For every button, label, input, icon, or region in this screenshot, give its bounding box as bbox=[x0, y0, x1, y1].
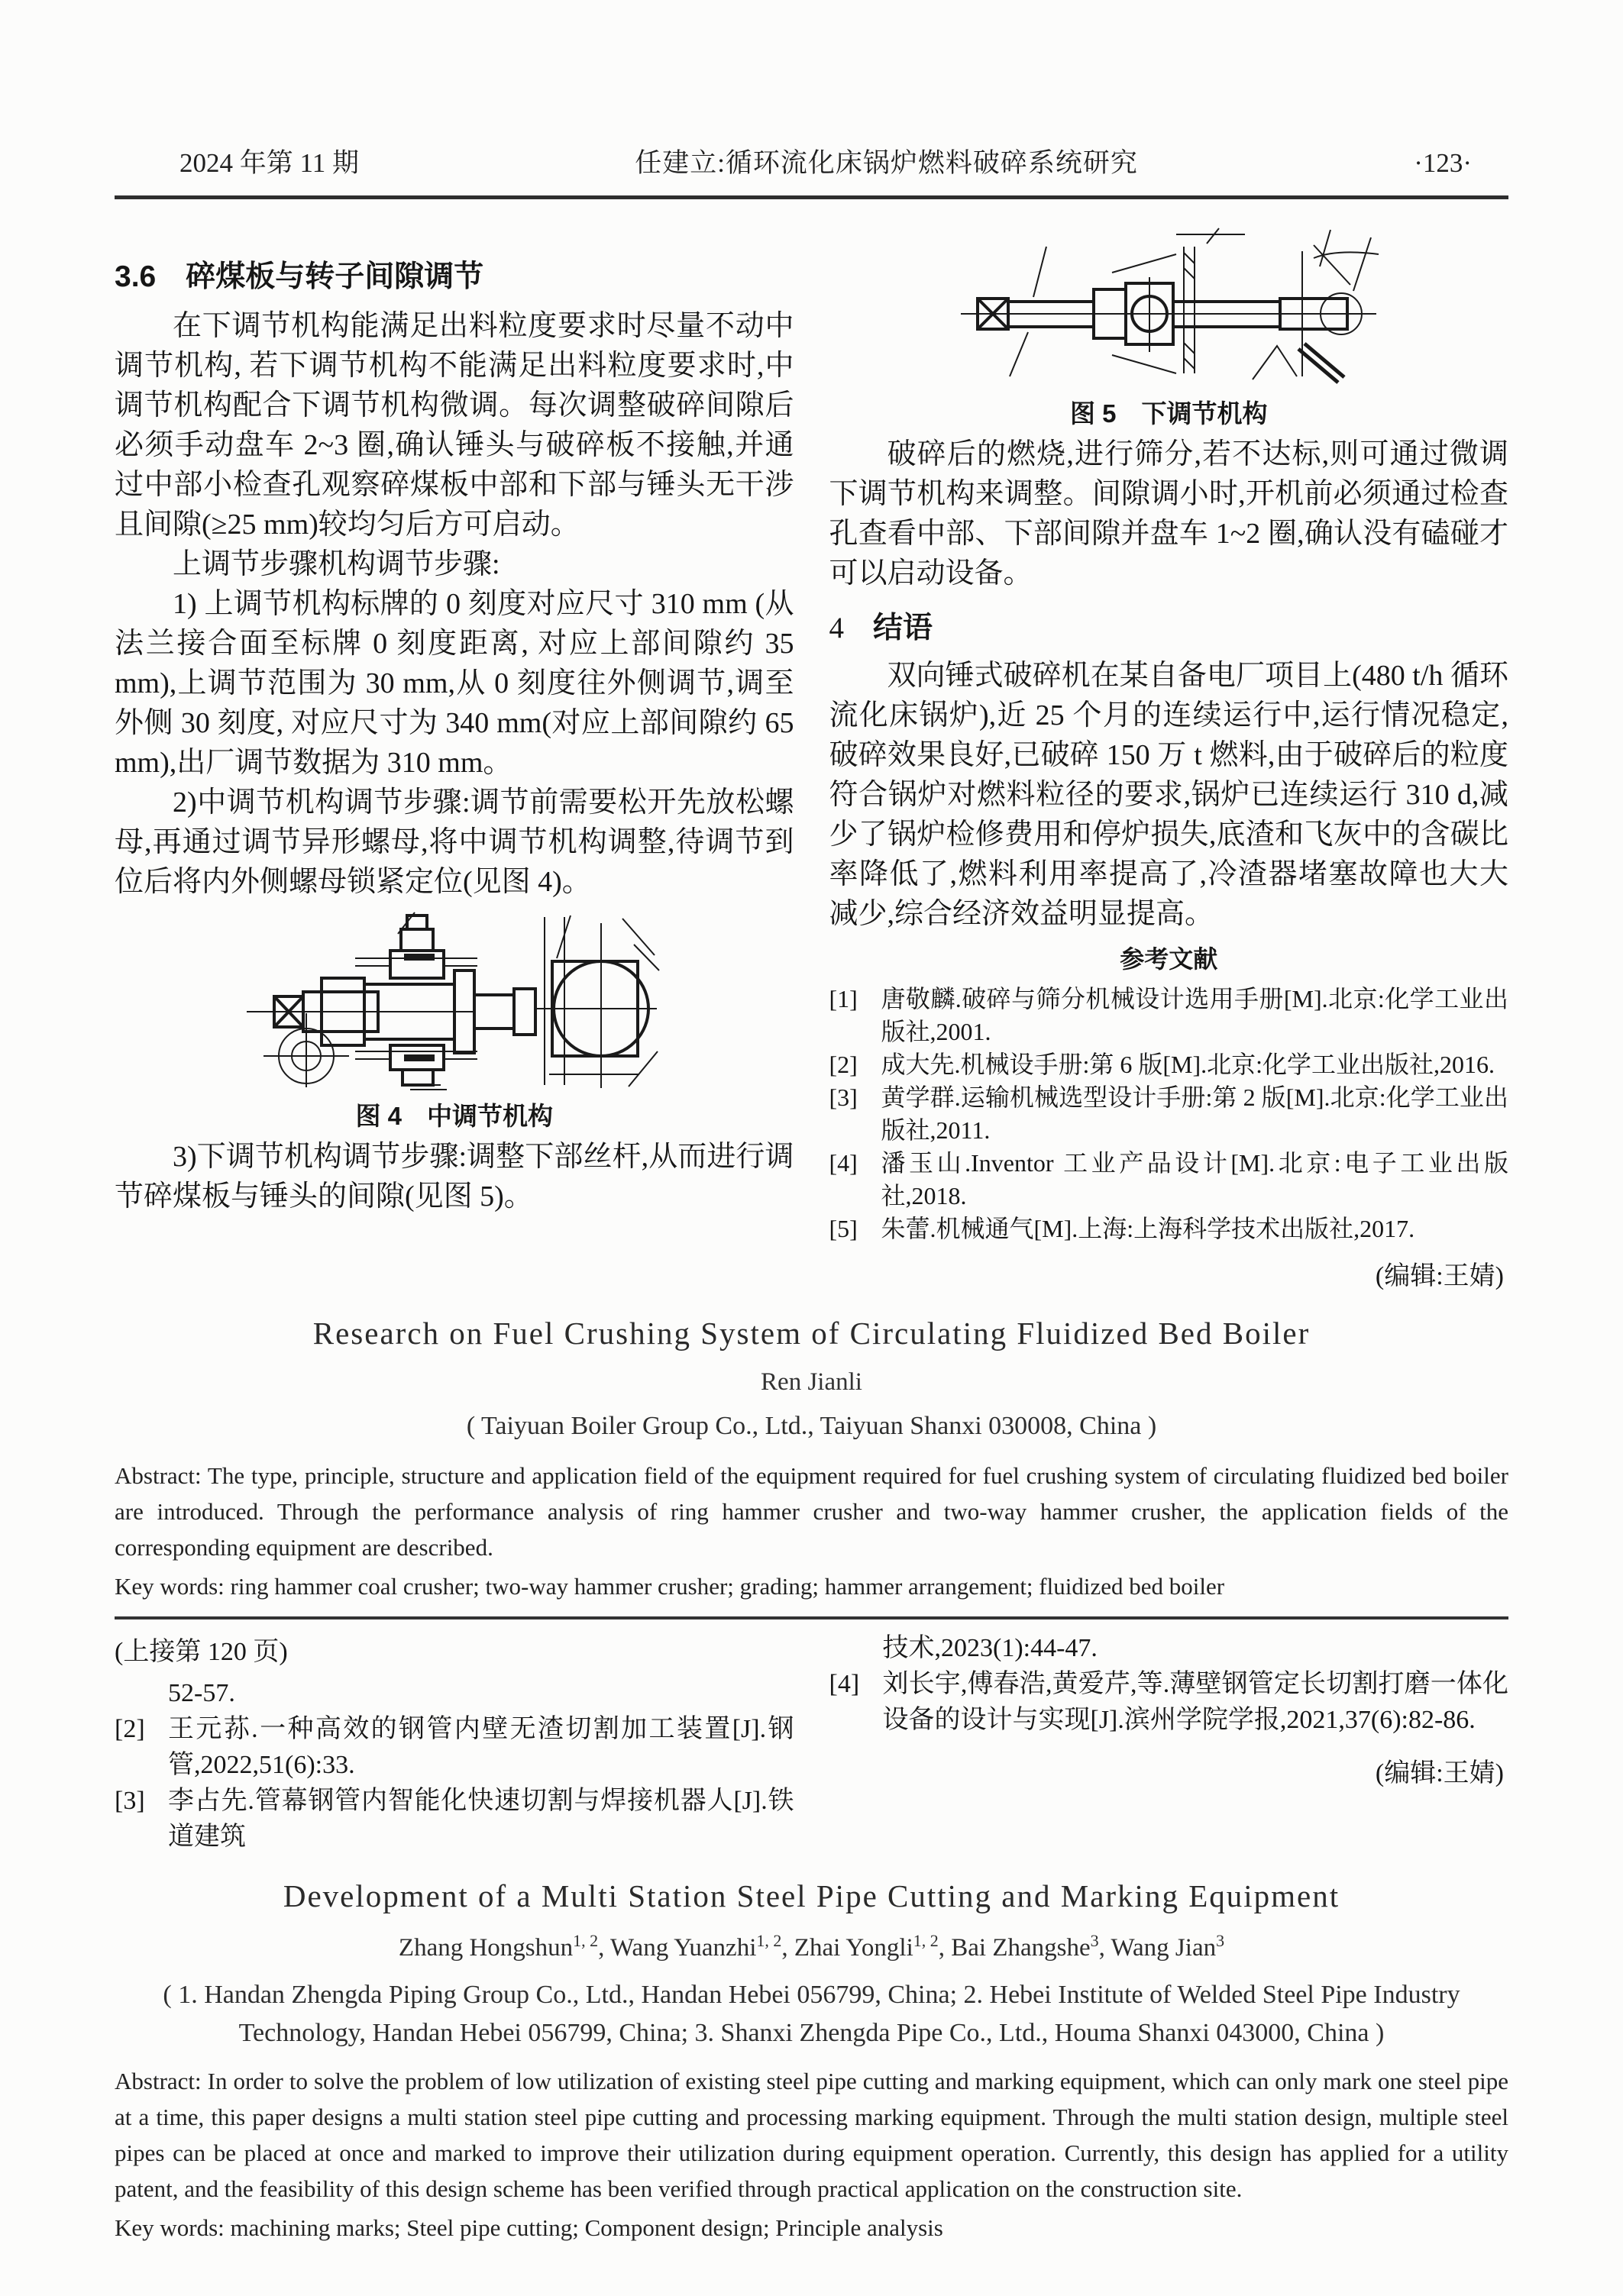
author-separator: , bbox=[938, 1934, 952, 1962]
main-two-column-area bbox=[115, 253, 1508, 1292]
paragraph: 1) 上调节机构标牌的 0 刻度对应尺寸 310 mm (从法兰接合面至标牌 0 刻度距离, 对应上部间隙约 35 mm),上调节范围为 30 mm,从 0 刻度往外侧调节,调至外侧 30 刻度, 对应尺寸为 340 mm(对应上部间隙约 65 mm),出厂调节数据为 310 mm。 bbox=[115, 588, 794, 779]
author: Wang Yuanzhi$^{1, 2}$, bbox=[610, 1931, 794, 1962]
paragraph: 3)下调节机构调节步骤:调整下部丝杆,从而进行调节碎煤板与锤头的间隙(见图 5)。 bbox=[115, 1141, 794, 1213]
author: Wang Jian$^3$ bbox=[1111, 1931, 1225, 1962]
reference-number: [3] bbox=[829, 1083, 858, 1111]
reference-number: [1] bbox=[829, 985, 858, 1012]
keywords-label: Key words: bbox=[115, 1573, 225, 1600]
section-3-6-heading: 3.6 碎煤板与转子间隙调节 bbox=[115, 260, 484, 293]
reference-number: [2] bbox=[115, 1715, 145, 1743]
section-4-title: 结语 bbox=[873, 612, 933, 644]
keywords-text: machining marks; Steel pipe cutting; Component design; Principle analysis bbox=[230, 2214, 943, 2241]
reference-text: 刘长宇,傅春浩,黄爱芹,等.薄壁钢管定长切割打磨一体化设备的设计与实现[J].滨州学院学报,2021,37(6):82-86. bbox=[882, 1670, 1508, 1734]
english-affiliation-1: ( Taiyuan Boiler Group Co., Ltd., Taiyuan Shanxi 030008, China ) bbox=[466, 1412, 1157, 1440]
abstract-text: The type, principle, structure and application field of the equipment required for fuel crushing system of circulating fluidized bed boiler are introduced. Through the performance analysis of ring hammer crusher and two-way hammer crusher, the application fields of the corresponding equipment are described. bbox=[115, 1462, 1508, 1561]
keywords-text: ring hammer coal crusher; two-way hammer crusher; grading; hammer arrangement; fluidized bed boiler bbox=[230, 1573, 1225, 1600]
reference-number: [3] bbox=[115, 1787, 145, 1815]
page-number: ·123· bbox=[1414, 148, 1472, 178]
author-separator: , bbox=[1098, 1934, 1111, 1962]
editor-credit: (编辑:王婧) bbox=[1375, 1759, 1504, 1787]
reference-item bbox=[829, 1048, 1509, 1081]
author: Zhang Hongshun$^{1, 2}$, bbox=[398, 1931, 611, 1962]
editor-credit: (编辑:王婧) bbox=[1375, 1262, 1504, 1290]
reference-text: 唐敬麟.破碎与筛分机械设计选用手册[M].北京:化学工业出版社,2001. bbox=[881, 985, 1508, 1045]
english-abstract-2 bbox=[115, 2063, 1508, 2207]
references-heading: 参考文献 bbox=[1120, 945, 1218, 973]
reference-text: 成大先.机械设手册:第 6 版[M].北京:化学工业出版社,2016. bbox=[881, 1051, 1495, 1078]
continuation-two-column-area bbox=[115, 1630, 1508, 1855]
reference-item bbox=[829, 1081, 1509, 1147]
english-abstract-block-2 bbox=[115, 1878, 1508, 2246]
author-separator: , bbox=[781, 1934, 794, 1962]
reference-number: [5] bbox=[829, 1215, 858, 1242]
author: Bai Zhangshe$^3$, bbox=[951, 1931, 1111, 1962]
section-4-number: 4 bbox=[829, 612, 844, 644]
right-column bbox=[829, 253, 1509, 1292]
english-keywords-2 bbox=[115, 2210, 1508, 2246]
reference-item bbox=[829, 1213, 1509, 1245]
keywords-label: Key words: bbox=[115, 2214, 225, 2241]
paragraph: 在下调节机构能满足出料粒度要求时尽量不动中调节机构, 若下调节机构不能满足出料粒度要求时,中调节机构配合下调节机构微调。每次调整破碎间隙后必须手动盘车 2~3 圈,确认锤头与破碎板不接触,并通过中部小检查孔观察碎煤板中部和下部与锤头无干涉且间隙(≥25 mm)较均匀后方可启动。 bbox=[115, 310, 794, 541]
section-divider-rule bbox=[115, 1616, 1508, 1619]
abstract-text: In order to solve the problem of low utilization of existing steel pipe cutting and marking equipment, which can only mark one steel pipe at a time, this paper designs a multi station steel pipe cutting and processing marking equipment. Through the multi station design, multiple steel pipes can be placed at once and marked to improve their utilization during equipment operation. Currently, this design has applied for a utility patent, and the feasibility of this design scheme has been verified through practical application on the construction site. bbox=[115, 2068, 1508, 2202]
reference-item bbox=[829, 1666, 1509, 1738]
figure5-technical-drawing bbox=[955, 224, 1382, 388]
reference-carryover: 52-57. bbox=[168, 1679, 235, 1707]
reference-text: 黄学群.运输机械选型设计手册:第 2 版[M].北京:化学工业出版社,2011. bbox=[881, 1083, 1508, 1144]
reference-carryover: 技术,2023(1):44-47. bbox=[882, 1634, 1098, 1662]
paragraph: 2)中调节机构调节步骤:调节前需要松开先放松螺母,再通过调节异形螺母,将中调节机构调整,待调节到位后将内外侧螺母锁紧定位(见图 4)。 bbox=[115, 786, 794, 898]
running-title: 任建立:循环流化床锅炉燃料破碎系统研究 bbox=[635, 148, 1138, 178]
author-separator: , bbox=[598, 1934, 611, 1962]
reference-text: 潘玉山.Inventor 工业产品设计[M].北京:电子工业出版社,2018. bbox=[881, 1149, 1508, 1209]
reference-item bbox=[115, 1711, 794, 1783]
reference-number: [4] bbox=[829, 1670, 860, 1698]
paragraph: 双向锤式破碎机在某自备电厂项目上(480 t/h 循环流化床锅炉),近 25 个月的连续运行中,运行情况稳定,破碎效果良好,已破碎 150 万 t 燃料,由于破碎后的粒度符合锅炉对燃料粒径的要求,锅炉已连续运行 310 d,减少了锅炉检修费用和停炉损失,底渣和飞灰中的含碳比率降低了,燃料利用率提高了,冷渣器堵塞故障也大大减少,综合经济效益明显提高。 bbox=[829, 660, 1508, 930]
abstract-label: Abstract: bbox=[115, 1462, 202, 1489]
paragraph: 上调节步骤机构调节步骤: bbox=[173, 548, 500, 580]
author-affil-superscript: 3 bbox=[1216, 1931, 1225, 1950]
figure-4 bbox=[115, 911, 794, 1132]
author-affil-superscript: 1, 2 bbox=[573, 1931, 599, 1950]
reference-item bbox=[829, 983, 1509, 1048]
figure5-caption: 图 5 下调节机构 bbox=[1069, 399, 1268, 428]
author: Zhai Yongli$^{1, 2}$, bbox=[794, 1931, 952, 1962]
english-abstract-block-1 bbox=[115, 1315, 1508, 1604]
reference-text: 朱蕾.机械通气[M].上海:上海科学技术出版社,2017. bbox=[881, 1215, 1415, 1242]
author-affil-superscript: 1, 2 bbox=[756, 1931, 782, 1950]
figure4-caption: 图 4 中调节机构 bbox=[355, 1102, 554, 1130]
english-author-1: Ren Jianli bbox=[761, 1368, 862, 1396]
english-affiliation-2: ( 1. Handan Zhengda Piping Group Co., Ltd., Handan Hebei 056799, China; 2. Hebei Institute of Welded Steel Pipe Industry Technology, Handan Hebei 056799, China; 3. Shanxi Zhengda Pipe Co., Ltd., Houma Shanxi 043000, China ) bbox=[163, 1981, 1460, 2047]
reference-item bbox=[829, 1147, 1509, 1213]
reference-text: 李占先.管幕钢管内智能化快速切割与焊接机器人[J].铁道建筑 bbox=[168, 1787, 794, 1851]
figure4-technical-drawing bbox=[241, 911, 668, 1090]
english-abstract-1 bbox=[115, 1458, 1508, 1565]
reference-number: [2] bbox=[829, 1051, 858, 1078]
author-affil-superscript: 1, 2 bbox=[913, 1931, 939, 1950]
left-column bbox=[115, 253, 794, 1292]
continuation-left-column bbox=[115, 1630, 794, 1855]
header-rule bbox=[115, 195, 1508, 199]
paragraph: 破碎后的燃烧,进行筛分,若不达标,则可通过微调下调节机构来调整。间隙调小时,开机前必须通过检查孔查看中部、下部间隙并盘车 1~2 圈,确认没有磕碰才可以启动设备。 bbox=[829, 438, 1508, 589]
section-4-heading bbox=[829, 604, 1509, 647]
english-keywords-1 bbox=[115, 1568, 1508, 1604]
journal-issue: 2024 年第 11 期 bbox=[179, 148, 359, 178]
reference-text: 王元荪.一种高效的钢管内壁无渣切割加工装置[J].钢管,2022,51(6):33. bbox=[168, 1715, 794, 1779]
figure-5 bbox=[829, 224, 1509, 430]
english-authors-2 bbox=[115, 1931, 1508, 1962]
abstract-label: Abstract: bbox=[115, 2068, 202, 2094]
author-affil-superscript: 3 bbox=[1090, 1931, 1099, 1950]
continued-from-note: (上接第 120 页) bbox=[115, 1638, 288, 1666]
english-title-1: Research on Fuel Crushing System of Circulating Fluidized Bed Boiler bbox=[312, 1316, 1311, 1351]
page-header bbox=[115, 142, 1508, 180]
reference-number: [4] bbox=[829, 1149, 858, 1177]
continuation-right-column bbox=[829, 1630, 1509, 1855]
english-title-2: Development of a Multi Station Steel Pipe Cutting and Marking Equipment bbox=[283, 1878, 1340, 1913]
reference-item bbox=[115, 1783, 794, 1855]
